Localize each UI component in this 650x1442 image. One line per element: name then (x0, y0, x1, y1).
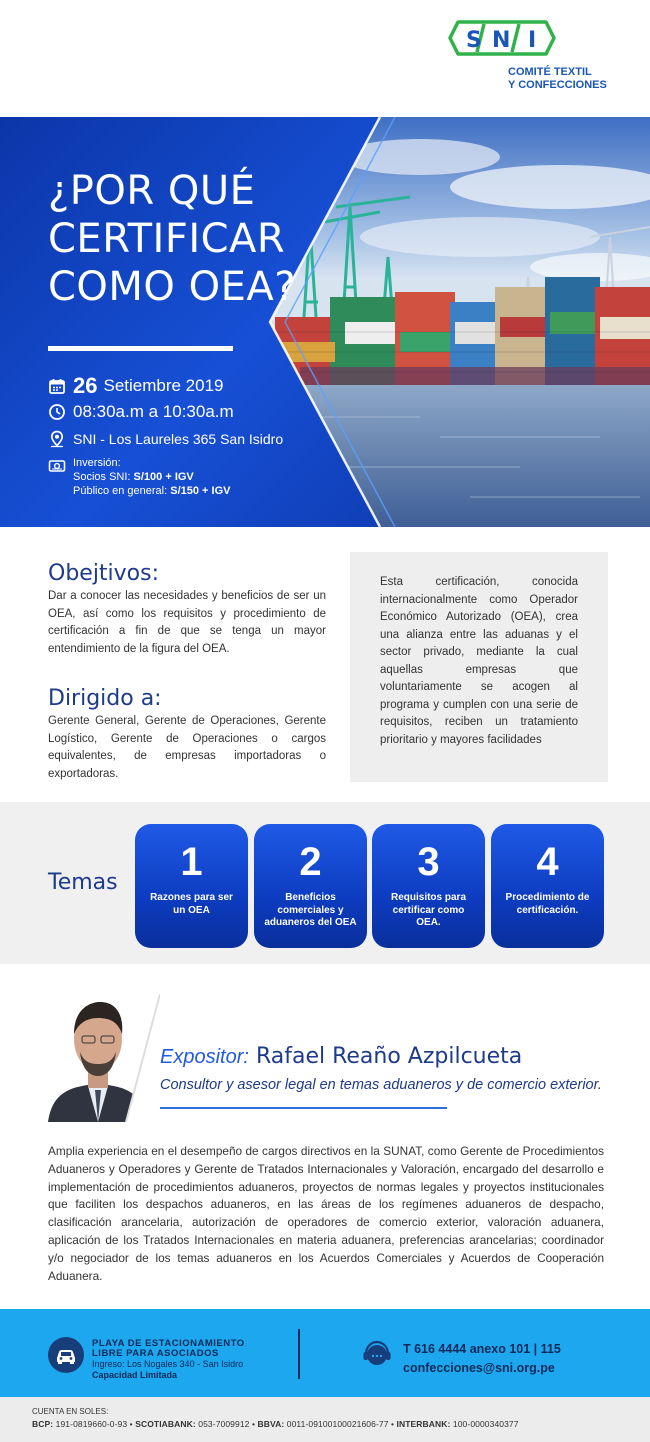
topics-section (0, 802, 650, 964)
investment-info: Inversión: Socios SNI: S/100 + IGV Público en general: S/150 + IGV (48, 456, 230, 498)
objectives-text: Dar a conocer las necesidades y beneficios de ser un OEA, así como los requisitos y procedimiento de certificación a fin de que se tenga un mayor entendimiento de la figura del OEA. (48, 590, 326, 655)
parking-title: PLAYA DE ESTACIONAMIENTO LIBRE PARA ASOCIADOS (92, 1338, 245, 1359)
svg-text:N: N (492, 28, 511, 53)
event-location: SNI - Los Laureles 365 San Isidro (48, 430, 283, 448)
objectives-heading: Obejtivos: (48, 561, 160, 586)
parking-capacity: Capacidad Limitada (92, 1370, 178, 1380)
svg-text:I: I (528, 28, 537, 53)
contact-email-link[interactable]: confecciones@sni.org.pe (403, 1361, 555, 1375)
car-icon (48, 1337, 84, 1373)
event-time: 08:30a.m a 10:30a.m (48, 402, 234, 422)
money-icon (48, 457, 66, 475)
hero-banner (0, 117, 650, 527)
topic-card-1: 1 Razones para ser un OEA (135, 824, 248, 948)
sni-logo (446, 18, 558, 58)
footer-divider (298, 1329, 300, 1379)
speaker-heading: Expositor: Rafael Reaño Azpilcueta (160, 1044, 523, 1069)
parking-address: Ingreso: Los Nogales 340 - San Isidro (92, 1359, 244, 1369)
header (0, 0, 650, 117)
bank-accounts-label: CUENTA EN SOLES: (32, 1407, 109, 1416)
location-pin-icon (48, 430, 66, 448)
title-divider (48, 346, 233, 351)
contact-footer (0, 1309, 650, 1397)
topic-card-3: 3 Requisitos para certificar como OEA. (372, 824, 485, 948)
certification-text: Esta certificación, conocida internacionalmente como Operador Económico Autorizado (OEA), crea una alianza entre las aduanas y el sector privado, mediante la cual aquellas empresas que voluntariamente se acogen al programa y cumplen con una serie de requisitos, reciben un tratamiento prioritario y mayores facilidades (380, 576, 578, 746)
event-date: 26 Setiembre 2019 (48, 373, 224, 399)
clock-icon (48, 403, 66, 421)
bank-accounts (0, 1397, 650, 1442)
speaker-role: Consultor y asesor legal en temas aduaneros y de comercio exterior. (160, 1077, 602, 1093)
certification-description-box (350, 552, 608, 782)
speaker-divider (160, 1107, 447, 1109)
contact-phone[interactable]: T 616 4444 anexo 101 | 115 (403, 1342, 561, 1356)
calendar-icon (48, 377, 66, 395)
committee-name: COMITÉ TEXTIL Y CONFECCIONES (508, 66, 607, 91)
topic-card-2: 2 Beneficios comerciales y aduaneros del OEA (254, 824, 367, 948)
hero-title: ¿POR QUÉ CERTIFICAR COMO OEA? (48, 168, 296, 310)
audience-heading: Dirigido a: (48, 686, 162, 711)
headset-icon (360, 1337, 394, 1371)
svg-text:S: S (466, 28, 482, 53)
speaker-bio: Amplia experiencia en el desempeño de cargos directivos en la SUNAT, como Gerente de Procedimientos Aduaneros y Operadores y Gerente de Tratados Internacionales y Valoración, encargado del desarrollo e implementación de procedimientos aduaneros, proyectos de normas legales y proyectos institucionales que faciliten los despachos aduaneros, en las áreas de los regímenes aduaneros de despacho, clasificación arancelaria, autorización de operadores de comercio exterior, valoración aduanera, aplicación de los Tratados Internacionales en materia aduanera, preferencias arancelarias; coordinador y/o negociador de los temas aduaneros en los Acuerdos Comerciales y Acuerdos de Cooperación Aduanera. (48, 1144, 604, 1283)
speaker-photo (38, 994, 160, 1122)
audience-text: Gerente General, Gerente de Operaciones, Gerente Logístico, Gerente de Operaciones o cargos equivalentes, de empresas importadoras o exportadoras. (48, 715, 326, 780)
topics-label: Temas (48, 870, 118, 895)
bank-accounts-line: BCP: 191-0819660-0-93 • SCOTIABANK: 053-7009912 • BBVA: 0011-09100100021606-77 • INTERBANK: 100-0000340377 (32, 1419, 519, 1429)
topic-card-4: 4 Procedimiento de certificación. (491, 824, 604, 948)
speaker-name: Rafael Reaño Azpilcueta (255, 1044, 523, 1069)
